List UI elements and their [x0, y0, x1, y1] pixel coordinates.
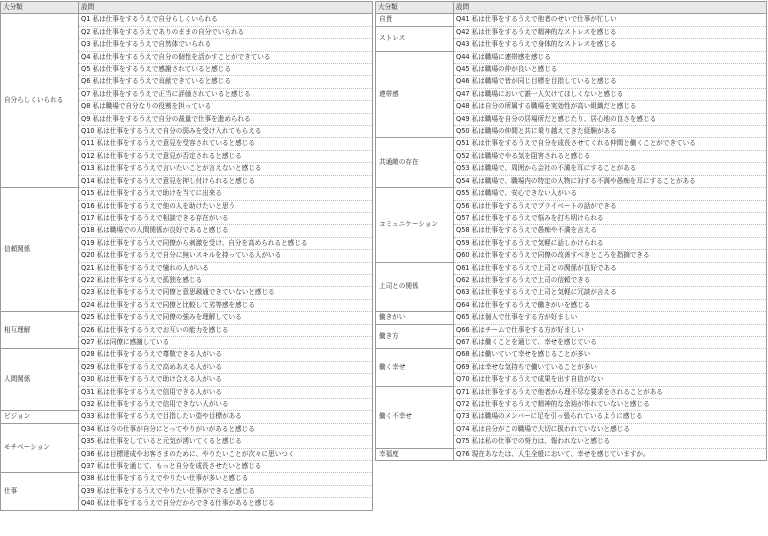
- question-cell: Q63 私は仕事をするうえで上司と気軽に冗談が言える: [454, 287, 767, 299]
- question-cell: Q74 私は自分がこの職場で大切に扱われていないと感じる: [454, 423, 767, 435]
- question-cell: Q39 私は仕事をするうえでやりたい仕事ができると感じる: [79, 485, 373, 497]
- category-header: 大分類: [1, 2, 79, 14]
- table-header-row: [376, 2, 767, 14]
- question-cell: Q14 私は仕事をするうえで意見を押し付けられると感じる: [79, 175, 373, 187]
- question-cell: Q41 私は仕事をするうえで他者のせいで仕事が忙しい: [454, 14, 767, 26]
- question-cell: Q67 私は働くことを通じて、幸せを感じている: [454, 336, 767, 348]
- question-cell: Q11 私は仕事をするうえで意見を受容されていると感じる: [79, 138, 373, 150]
- question-cell: Q23 私は仕事をするうえで同僚と意思疎通できていないと感じる: [79, 287, 373, 299]
- question-cell: Q71 私は仕事をするうえで他者から理不尽な要求をされることがある: [454, 386, 767, 398]
- question-cell: Q26 私は仕事をするうえでお互いの能力を感じる: [79, 324, 373, 336]
- question-cell: Q69 私は幸せな気持ちで働いていることが多い: [454, 361, 767, 373]
- table-row: [376, 14, 767, 26]
- question-cell: Q32 私は仕事をするうえで信用できない人がいる: [79, 399, 373, 411]
- table-row: [1, 411, 373, 423]
- question-cell: Q72 私は仕事をするうえで精神的な余裕が作れていないと感じる: [454, 399, 767, 411]
- question-table-left: [0, 1, 373, 511]
- table-row: [1, 14, 373, 26]
- category-cell: 働き方: [376, 324, 454, 349]
- question-cell: Q46 私は職場で皆が同じ目標を目指していると感じる: [454, 76, 767, 88]
- question-cell: Q31 私は仕事をするうえで信用できる人がいる: [79, 386, 373, 398]
- question-cell: Q18 私は職場での人間関係が良好であると感じる: [79, 225, 373, 237]
- question-cell: Q15 私は仕事をするうえで助けを当てに出来る: [79, 188, 373, 200]
- table-row: [376, 51, 767, 63]
- category-cell: 自分らしくいられる: [1, 14, 79, 188]
- category-cell: 自責: [376, 14, 454, 26]
- question-cell: Q47 私は職場において誰一人欠けてほしくないと感じる: [454, 88, 767, 100]
- question-cell: Q45 私は職場の仲が良いと感じる: [454, 64, 767, 76]
- question-cell: Q33 私は仕事をするうえで目指したい姿や目標がある: [79, 411, 373, 423]
- category-cell: コミュニケーション: [376, 188, 454, 262]
- question-cell: Q38 私は仕事をするうえでやりたい仕事が多いと感じる: [79, 473, 373, 485]
- table-row: [1, 312, 373, 324]
- category-cell: 働く不幸せ: [376, 386, 454, 448]
- question-cell: Q4 私は仕事をするうえで自分の個性を活かすことができている: [79, 51, 373, 63]
- question-cell: Q73 私は職場のメンバーに足を引っ張られているように感じる: [454, 411, 767, 423]
- question-cell: Q10 私は仕事をするうえで自分の弱みを受け入れてもらえる: [79, 126, 373, 138]
- question-cell: Q9 私は仕事をするうえで自分の裁量で仕事を進められる: [79, 113, 373, 125]
- question-cell: Q17 私は仕事をするうえで相談できる存在がいる: [79, 212, 373, 224]
- category-cell: 共通敵の存在: [376, 138, 454, 188]
- question-cell: Q35 私は仕事をしていると元気が湧いてくると感じる: [79, 436, 373, 448]
- category-cell: 上司との関係: [376, 262, 454, 312]
- question-cell: Q70 私は仕事をするうえで成果を出す自信がない: [454, 374, 767, 386]
- question-cell: Q12 私は仕事をするうえで意見が否定されると感じる: [79, 150, 373, 162]
- table-row: [376, 324, 767, 336]
- table-row: [376, 386, 767, 398]
- table-row: [376, 312, 767, 324]
- question-cell: Q66 私はチームで仕事をする方が好ましい: [454, 324, 767, 336]
- question-cell: Q50 私は職場の仲間と共に乗り越えてきた経験がある: [454, 126, 767, 138]
- table-body-right: [376, 14, 767, 461]
- question-cell: Q22 私は仕事をするうえで孤独を感じる: [79, 274, 373, 286]
- category-cell: 幸福度: [376, 448, 454, 460]
- question-cell: Q55 私は職場で、安心できない人がいる: [454, 188, 767, 200]
- question-cell: Q13 私は仕事をするうえで言いたいことが言えないと感じる: [79, 163, 373, 175]
- question-cell: Q24 私は仕事をするうえで同僚と比較して劣等感を感じる: [79, 299, 373, 311]
- table-body-left: [1, 14, 373, 510]
- question-table-right: [375, 1, 767, 461]
- question-cell: Q58 私は仕事をするうえで愚痴や不満を言える: [454, 225, 767, 237]
- question-cell: Q53 私は職場で、周囲から会社の不満を耳にすることがある: [454, 163, 767, 175]
- question-cell: Q25 私は仕事をするうえで同僚の強みを理解している: [79, 312, 373, 324]
- question-cell: Q34 私は今の仕事が自分にとってやりがいがあると感じる: [79, 423, 373, 435]
- question-cell: Q16 私は仕事をするうえで他の人を助けたいと思う: [79, 200, 373, 212]
- table-row: [376, 262, 767, 274]
- question-cell: Q75 私は私の仕事での努力は、報われないと感じる: [454, 436, 767, 448]
- question-cell: Q52 私は職場でやる気を阻害されると感じる: [454, 150, 767, 162]
- category-cell: 人間関係: [1, 349, 79, 411]
- question-cell: Q7 私は仕事をするうえで正当に評価されていると感じる: [79, 88, 373, 100]
- question-cell: Q64 私は仕事をするうえで働きがいを感じる: [454, 299, 767, 311]
- question-cell: Q68 私は働いていて幸せを感じることが多い: [454, 349, 767, 361]
- question-cell: Q62 私は仕事をするうえで上司の信頼できる: [454, 274, 767, 286]
- category-cell: 相互理解: [1, 312, 79, 349]
- table-row: [376, 448, 767, 460]
- question-cell: Q6 私は仕事をするうえで貢献できていると感じる: [79, 76, 373, 88]
- question-cell: Q36 私は目標達成やお客さまのために、やりたいことが次々に思いつく: [79, 448, 373, 460]
- question-cell: Q27 私は同僚に感謝している: [79, 336, 373, 348]
- question-cell: Q59 私は仕事をするうえで気軽に話しかけられる: [454, 237, 767, 249]
- question-cell: Q48 私は自分の所属する職場を実効性が高い組織だと感じる: [454, 101, 767, 113]
- category-cell: ストレス: [376, 26, 454, 51]
- question-cell: Q8 私は職場で自分なりの役割を担っている: [79, 101, 373, 113]
- question-cell: Q65 私は個人で仕事をする方が好ましい: [454, 312, 767, 324]
- table-row: [1, 349, 373, 361]
- question-header: 設問: [79, 2, 373, 14]
- table-row: [1, 423, 373, 435]
- question-cell: Q1 私は仕事をするうえで自分らしくいられる: [79, 14, 373, 26]
- question-cell: Q20 私は仕事をするうえで自分に無いスキルを持っている人がいる: [79, 250, 373, 262]
- question-cell: Q54 私は職場で、職場内の特定の人物に対する不満や愚痴を耳にすることがある: [454, 175, 767, 187]
- category-cell: 働く幸せ: [376, 349, 454, 386]
- category-cell: 働きがい: [376, 312, 454, 324]
- category-cell: モチベーション: [1, 423, 79, 473]
- question-cell: Q44 私は職場に連帯感を感じる: [454, 51, 767, 63]
- table-row: [376, 26, 767, 38]
- question-cell: Q43 私は仕事をするうえで身体的なストレスを感じる: [454, 39, 767, 51]
- question-cell: Q29 私は仕事をするうえで高めあえる人がいる: [79, 361, 373, 373]
- question-cell: Q40 私は仕事をするうえで自分だからできる仕事があると感じる: [79, 498, 373, 510]
- table-row: [376, 188, 767, 200]
- category-cell: 連帯感: [376, 51, 454, 138]
- question-cell: Q30 私は仕事をするうえで助け合える人がいる: [79, 374, 373, 386]
- category-cell: 信頼関係: [1, 188, 79, 312]
- table-row: [1, 188, 373, 200]
- category-cell: 仕事: [1, 473, 79, 510]
- question-cell: Q2 私は仕事をするうえでありのままの自分でいられる: [79, 26, 373, 38]
- question-cell: Q42 私は仕事をするうえで精神的なストレスを感じる: [454, 26, 767, 38]
- question-cell: Q60 私は仕事をするうえで同僚の改善すべきところを指摘できる: [454, 250, 767, 262]
- question-cell: Q51 私は仕事をするうえで自分を成長させてくれる仲間と働くことができている: [454, 138, 767, 150]
- question-cell: Q61 私は仕事をするうえで上司との関係が良好である: [454, 262, 767, 274]
- question-cell: Q3 私は仕事をするうえで自然体でいられる: [79, 39, 373, 51]
- question-cell: Q49 私は職場を自分の居場所だと感じたり、居心地の良さを感じる: [454, 113, 767, 125]
- question-cell: Q57 私は仕事をするうえで悩みを打ち明けられる: [454, 212, 767, 224]
- category-header: 大分類: [376, 2, 454, 14]
- question-cell: Q76 現在あなたは、人生全般において、幸せを感じていますか。: [454, 448, 767, 460]
- question-cell: Q21 私は仕事をするうえで憧れの人がいる: [79, 262, 373, 274]
- question-cell: Q5 私は仕事をするうえで感謝されていると感じる: [79, 64, 373, 76]
- table-row: [1, 473, 373, 485]
- question-cell: Q37 私は仕事を通じて、もっと自分を成長させたいと感じる: [79, 461, 373, 473]
- question-cell: Q56 私は仕事をするうえでプライベートの話ができる: [454, 200, 767, 212]
- table-row: [376, 138, 767, 150]
- question-cell: Q28 私は仕事をするうえで尊敬できる人がいる: [79, 349, 373, 361]
- table-header-row: [1, 2, 373, 14]
- table-row: [376, 349, 767, 361]
- question-header: 設問: [454, 2, 767, 14]
- question-cell: Q19 私は仕事をするうえで同僚から刺激を受け、自分を高められると感じる: [79, 237, 373, 249]
- category-cell: ビジョン: [1, 411, 79, 423]
